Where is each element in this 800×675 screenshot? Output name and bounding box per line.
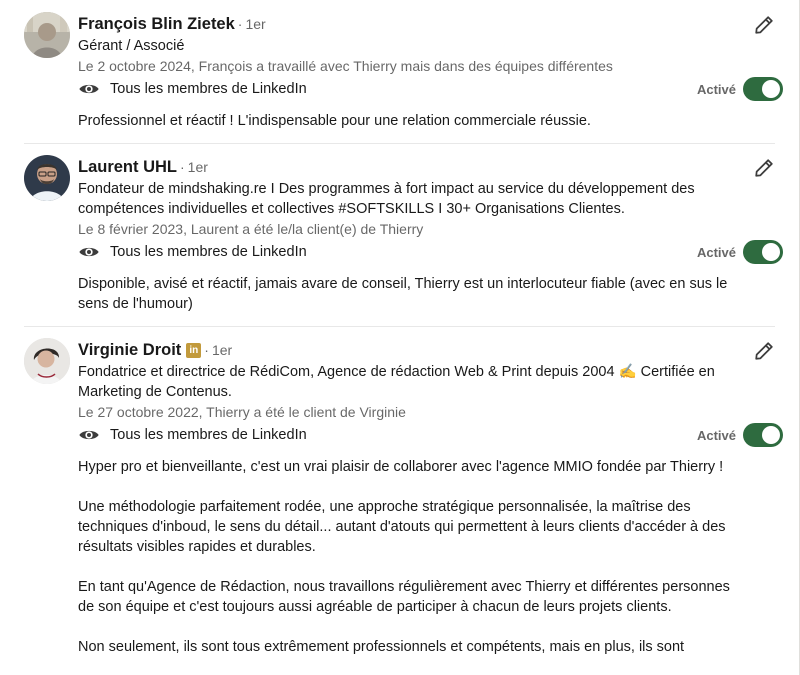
recommendation-body: [78, 155, 739, 326]
separator: ·: [204, 342, 209, 358]
toggle-knob: [762, 80, 780, 98]
eye-icon: [78, 78, 100, 100]
connection-degree: 1er: [211, 342, 233, 358]
recommendation-card: [0, 326, 799, 669]
connection-degree: 1er: [187, 159, 208, 175]
relationship-meta: Le 2 octobre 2024, François a travaillé avec Thierry mais dans des équipes différentes: [78, 58, 613, 74]
eye-icon: [78, 424, 100, 446]
avatar[interactable]: [24, 155, 70, 201]
active-label: Activé: [696, 81, 736, 97]
visibility-label: Tous les membres de LinkedIn: [110, 81, 307, 97]
visibility-label: Tous les membres de LinkedIn: [110, 244, 307, 260]
recommender-headline: Gérant / Associé: [78, 38, 185, 54]
edit-pencil-icon[interactable]: [753, 340, 775, 362]
visibility-row: [78, 423, 739, 447]
linkedin-premium-badge: in: [186, 343, 201, 358]
recommender-name[interactable]: François Blin Zietek: [78, 15, 235, 33]
relationship-meta: Le 8 février 2023, Laurent a été le/la client(e) de Thierry: [78, 221, 424, 237]
name-row: [78, 12, 739, 36]
connection-degree: 1er: [245, 16, 266, 32]
name-row: [78, 155, 739, 179]
recommender-headline: Fondatrice et directrice de RédiCom, Agence de rédaction Web & Print depuis 2004 ✍️ Certifiée en Marketing de Contenus.: [78, 364, 715, 400]
recommender-headline: Fondateur de mindshaking.re I Des programmes à fort impact au service du développement des compétences individuelles et collectives #SOFTSKILLS I 30+ Organisations Clientes.: [78, 181, 695, 217]
visibility-row: [78, 77, 739, 101]
recommendation-paragraph: En tant qu'Agence de Rédaction, nous travaillons régulièrement avec Thierry et différentes personnes de son équipe et c'est toujours aussi agréable de participer à chacun de leurs projets clients.: [78, 579, 730, 615]
recommendation-text: [78, 111, 739, 143]
toggle-knob: [762, 426, 780, 444]
avatar[interactable]: [24, 338, 70, 384]
recommendation-text: [78, 274, 739, 326]
recommender-name[interactable]: Laurent UHL: [78, 158, 177, 176]
recommendation-body: [78, 12, 739, 143]
avatar[interactable]: [24, 12, 70, 58]
recommendation-card: [0, 143, 799, 326]
active-label: Activé: [696, 244, 736, 260]
edit-pencil-icon[interactable]: [753, 14, 775, 36]
separator: ·: [237, 16, 243, 32]
edit-pencil-icon[interactable]: [753, 157, 775, 179]
visibility-toggle[interactable]: [743, 77, 783, 101]
recommendation-paragraph: Une méthodologie parfaitement rodée, une approche stratégique personnalisée, la maîtrise des techniques d'inboud, le sens du détail... autant d'atouts qui permettent à leurs clients d'accéder à des résultats visibles rapides et durables.: [78, 499, 726, 555]
eye-icon: [78, 241, 100, 263]
recommendation-text: [78, 457, 739, 669]
recommendation-card: [0, 0, 799, 143]
visibility-row: [78, 240, 739, 264]
recommendation-paragraph: Professionnel et réactif ! L'indispensable pour une relation commerciale réussie.: [78, 113, 591, 129]
recommendation-paragraph: Disponible, avisé et réactif, jamais avare de conseil, Thierry est un interlocuteur fiable (avec en sus le sens de l'humour): [78, 276, 728, 312]
visibility-toggle[interactable]: [743, 423, 783, 447]
separator: ·: [180, 159, 185, 175]
name-row: [78, 338, 739, 362]
recommendation-body: [78, 338, 739, 669]
recommender-name[interactable]: Virginie Droit: [78, 341, 182, 359]
active-label: Activé: [696, 427, 736, 443]
visibility-toggle[interactable]: [743, 240, 783, 264]
visibility-label: Tous les membres de LinkedIn: [110, 427, 307, 443]
recommendation-paragraph: Non seulement, ils sont tous extrêmement professionnels et compétents, mais en plus, ils sont: [78, 639, 685, 655]
toggle-knob: [762, 243, 780, 261]
recommendation-paragraph: Hyper pro et bienveillante, c'est un vrai plaisir de collaborer avec l'agence MMIO fondée par Thierry !: [78, 459, 724, 475]
relationship-meta: Le 27 octobre 2022, Thierry a été le client de Virginie: [78, 404, 406, 420]
